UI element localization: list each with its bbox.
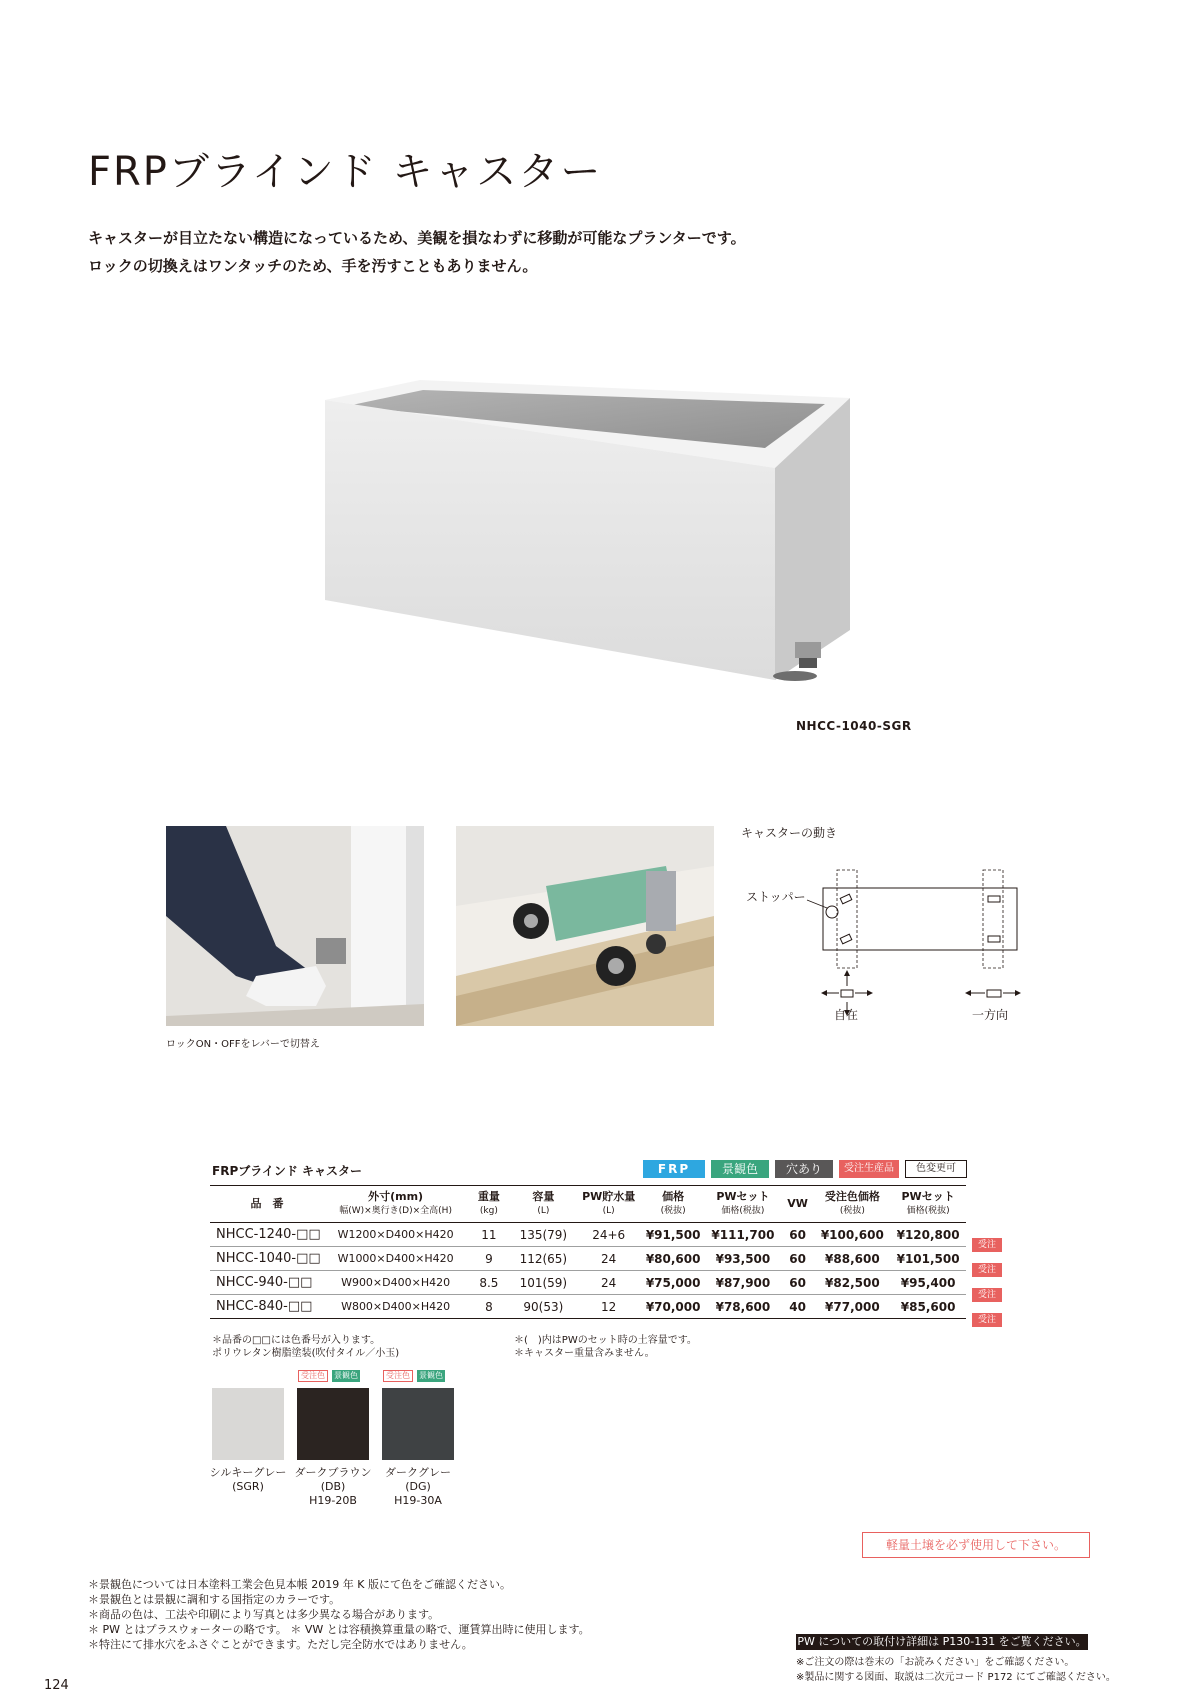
tag-juchu: 受注色 <box>383 1370 413 1382</box>
badge-juchu: 受注生産品 <box>839 1160 899 1178</box>
table-row <box>210 1247 966 1271</box>
badge-frp: FRP <box>643 1160 705 1178</box>
cell-pw: 12 <box>601 1299 617 1314</box>
table-row <box>210 1223 966 1247</box>
cell-pw: 24 <box>601 1251 617 1266</box>
caster-motion-diagram <box>745 860 1045 1030</box>
tag-keikan: 景観色 <box>419 1371 443 1380</box>
th-code: 品 番 <box>250 1197 284 1210</box>
table-row <box>210 1295 966 1319</box>
cell-order-price: ¥88,600 <box>825 1251 880 1266</box>
th-order-pwset-label: PWセット <box>901 1190 955 1203</box>
th-order-price-sub: (税抜) <box>839 1206 865 1216</box>
th-pwset-sub: 価格(税抜) <box>721 1206 765 1216</box>
cell-pwset: ¥78,600 <box>715 1299 771 1314</box>
order-tag: 受注 <box>972 1263 1002 1277</box>
cell-size: W900×D400×H420 <box>341 1276 451 1289</box>
th-pw-sub: (L) <box>602 1206 615 1216</box>
table-notes-right <box>514 1334 697 1360</box>
cell-order-price: ¥77,000 <box>825 1299 880 1314</box>
swatch-sgr-label <box>203 1466 293 1494</box>
note-line: ＊特注にて排水穴をふさぐことができます。ただし完全防水ではありません。 <box>88 1638 473 1651</box>
th-weight <box>467 1186 510 1223</box>
th-size-sub: 幅(W)×奥行き(D)×全高(H) <box>339 1206 452 1216</box>
table-header-row <box>210 1186 966 1223</box>
cell-code: NHCC-840-□□ <box>216 1299 313 1314</box>
swatch-dg-label <box>373 1466 463 1508</box>
swatch-code: (SGR) <box>232 1480 264 1493</box>
th-capacity <box>511 1186 577 1223</box>
th-pwset <box>705 1186 781 1223</box>
note-line: ＊キャスター重量含みません。 <box>514 1348 655 1359</box>
swatch-sgr <box>212 1388 284 1460</box>
badge-ana: 穴あり <box>775 1160 833 1178</box>
cell-vw: 40 <box>789 1299 806 1314</box>
note-line: ＊景観色については日本塗料工業会色見本帳 2019 年 K 版にて色をご確認ください。 <box>88 1578 511 1591</box>
swatch-db <box>297 1388 369 1460</box>
note-line: ＊ PW とはプラスウォーターの略です。 ＊ VW とは容積換算重量の略で、運賃算出時に使用します。 <box>88 1623 590 1636</box>
cell-pwset: ¥93,500 <box>715 1251 771 1266</box>
cell-vw: 60 <box>789 1275 806 1290</box>
note-line: ※ご注文の際は巻末の「お読みください」をご確認ください。 <box>796 1657 1075 1668</box>
soil-warning: 軽量土壌を必ず使用して下さい。 <box>862 1532 1090 1558</box>
main-photo-caption: NHCC-1040-SGR <box>796 719 912 733</box>
order-tag: 受注 <box>972 1288 1002 1302</box>
caster-underside-photo <box>456 826 714 1026</box>
pw-reference-bar: PW についての取付け詳細は P130-131 をご覧ください。 <box>797 1635 1087 1648</box>
table-title: FRPブラインド キャスター <box>212 1164 363 1178</box>
intro-line: ロックの切換えはワンタッチのため、手を汚すこともありません。 <box>88 257 538 275</box>
badge-keikan: 景観色 <box>711 1160 769 1178</box>
swatch-name: シルキーグレー <box>209 1466 287 1479</box>
swatch-db-label <box>288 1466 378 1508</box>
swatch-name: ダークブラウン <box>294 1466 372 1479</box>
cell-price: ¥70,000 <box>645 1299 701 1314</box>
note-line: ＊( )内はPWのセット時の土容量です。 <box>514 1335 697 1346</box>
cell-capacity: 112(65) <box>519 1251 568 1266</box>
th-size-label: 外寸(mm) <box>368 1190 424 1203</box>
cell-capacity: 90(53) <box>523 1299 564 1314</box>
spec-table <box>210 1185 966 1319</box>
swatch-ref: H19-20B <box>309 1494 357 1507</box>
swatch-code: (DG) <box>405 1480 431 1493</box>
cell-weight: 9 <box>485 1251 493 1266</box>
order-tag: 受注 <box>972 1238 1002 1252</box>
note-line: ＊品番の□□には色番号が入ります。 <box>212 1335 381 1346</box>
swatch-name: ダークグレー <box>385 1466 451 1479</box>
th-price-label: 価格 <box>662 1190 685 1203</box>
th-pwset-label: PWセット <box>716 1190 770 1203</box>
swatch-dg <box>382 1388 454 1460</box>
badge-iro: 色変更可 <box>905 1160 967 1178</box>
cell-order-pwset: ¥85,600 <box>900 1299 956 1314</box>
cell-weight: 11 <box>481 1227 497 1242</box>
th-weight-label: 重量 <box>477 1190 500 1203</box>
cell-pwset: ¥87,900 <box>715 1275 771 1290</box>
intro-line: キャスターが目立たない構造になっているため、美観を損なわずに移動が可能なプランターです。 <box>88 229 746 247</box>
swatch-code: (DB) <box>320 1480 346 1493</box>
cell-size: W1200×D400×H420 <box>337 1228 454 1241</box>
stopper-label: ストッパー <box>746 890 806 904</box>
th-weight-sub: (kg) <box>479 1206 498 1216</box>
cell-price: ¥80,600 <box>645 1251 701 1266</box>
cell-capacity: 135(79) <box>519 1227 568 1242</box>
cell-pw: 24 <box>601 1275 617 1290</box>
cell-vw: 60 <box>789 1251 806 1266</box>
cell-price: ¥91,500 <box>645 1227 701 1242</box>
lever-photo <box>166 826 424 1026</box>
free-label: 自在 <box>834 1008 859 1022</box>
oneway-arrows-icon <box>965 990 1021 997</box>
cell-order-price: ¥82,500 <box>825 1275 880 1290</box>
cell-weight: 8.5 <box>479 1275 499 1290</box>
right-notes <box>796 1655 1116 1685</box>
intro-text <box>88 224 746 280</box>
page-title: FRPブラインド キャスター <box>88 149 603 195</box>
cell-size: W800×D400×H420 <box>341 1300 451 1313</box>
swatch-ref: H19-30A <box>394 1494 442 1507</box>
cell-order-pwset: ¥120,800 <box>896 1227 960 1242</box>
order-tag: 受注 <box>972 1313 1002 1327</box>
th-capacity-sub: (L) <box>537 1206 550 1216</box>
tag-juchu: 受注色 <box>298 1370 328 1382</box>
note-line: ＊景観色とは景観に調和する国指定のカラーです。 <box>88 1593 341 1606</box>
th-order-price-label: 受注色価格 <box>824 1190 880 1203</box>
table-notes-left <box>212 1334 399 1360</box>
cell-weight: 8 <box>485 1299 493 1314</box>
note-line: ＊商品の色は、工法や印刷により写真とは多少異なる場合があります。 <box>88 1608 440 1621</box>
th-price-sub: (税抜) <box>660 1206 686 1216</box>
cell-capacity: 101(59) <box>519 1275 568 1290</box>
th-vw: VW <box>787 1197 808 1210</box>
cell-pw: 24+6 <box>592 1227 626 1242</box>
cell-code: NHCC-1240-□□ <box>216 1227 321 1242</box>
cell-order-pwset: ¥101,500 <box>896 1251 960 1266</box>
cell-code: NHCC-940-□□ <box>216 1275 313 1290</box>
tag-keikan: 景観色 <box>334 1371 358 1380</box>
th-order-pwset-sub: 価格(税抜) <box>906 1206 950 1216</box>
cell-code: NHCC-1040-□□ <box>216 1251 321 1266</box>
th-order-pwset <box>890 1186 966 1223</box>
th-pw <box>576 1186 641 1223</box>
lever-photo-caption: ロックON・OFFをレバーで切替え <box>166 1039 320 1050</box>
planter-product-image <box>325 380 865 700</box>
cell-order-price: ¥100,600 <box>820 1227 884 1242</box>
cell-order-pwset: ¥95,400 <box>900 1275 956 1290</box>
th-order-price <box>814 1186 890 1223</box>
cell-vw: 60 <box>789 1227 806 1242</box>
cell-size: W1000×D400×H420 <box>337 1252 454 1265</box>
note-line: ※製品に関する図面、取説は二次元コード P172 にてご確認ください。 <box>796 1672 1116 1683</box>
oneway-label: 一方向 <box>972 1008 1009 1022</box>
cell-pwset: ¥111,700 <box>711 1227 775 1242</box>
th-capacity-label: 容量 <box>532 1190 555 1203</box>
th-size <box>324 1186 467 1223</box>
th-pw-label: PW貯水量 <box>582 1190 636 1203</box>
cell-price: ¥75,000 <box>645 1275 701 1290</box>
table-row <box>210 1271 966 1295</box>
diagram-title: キャスターの動き <box>741 826 838 840</box>
note-line: ポリウレタン樹脂塗装(吹付タイル／小玉) <box>212 1348 400 1359</box>
th-price <box>641 1186 705 1223</box>
bottom-notes <box>88 1577 590 1652</box>
page-number: 124 <box>44 1678 69 1693</box>
